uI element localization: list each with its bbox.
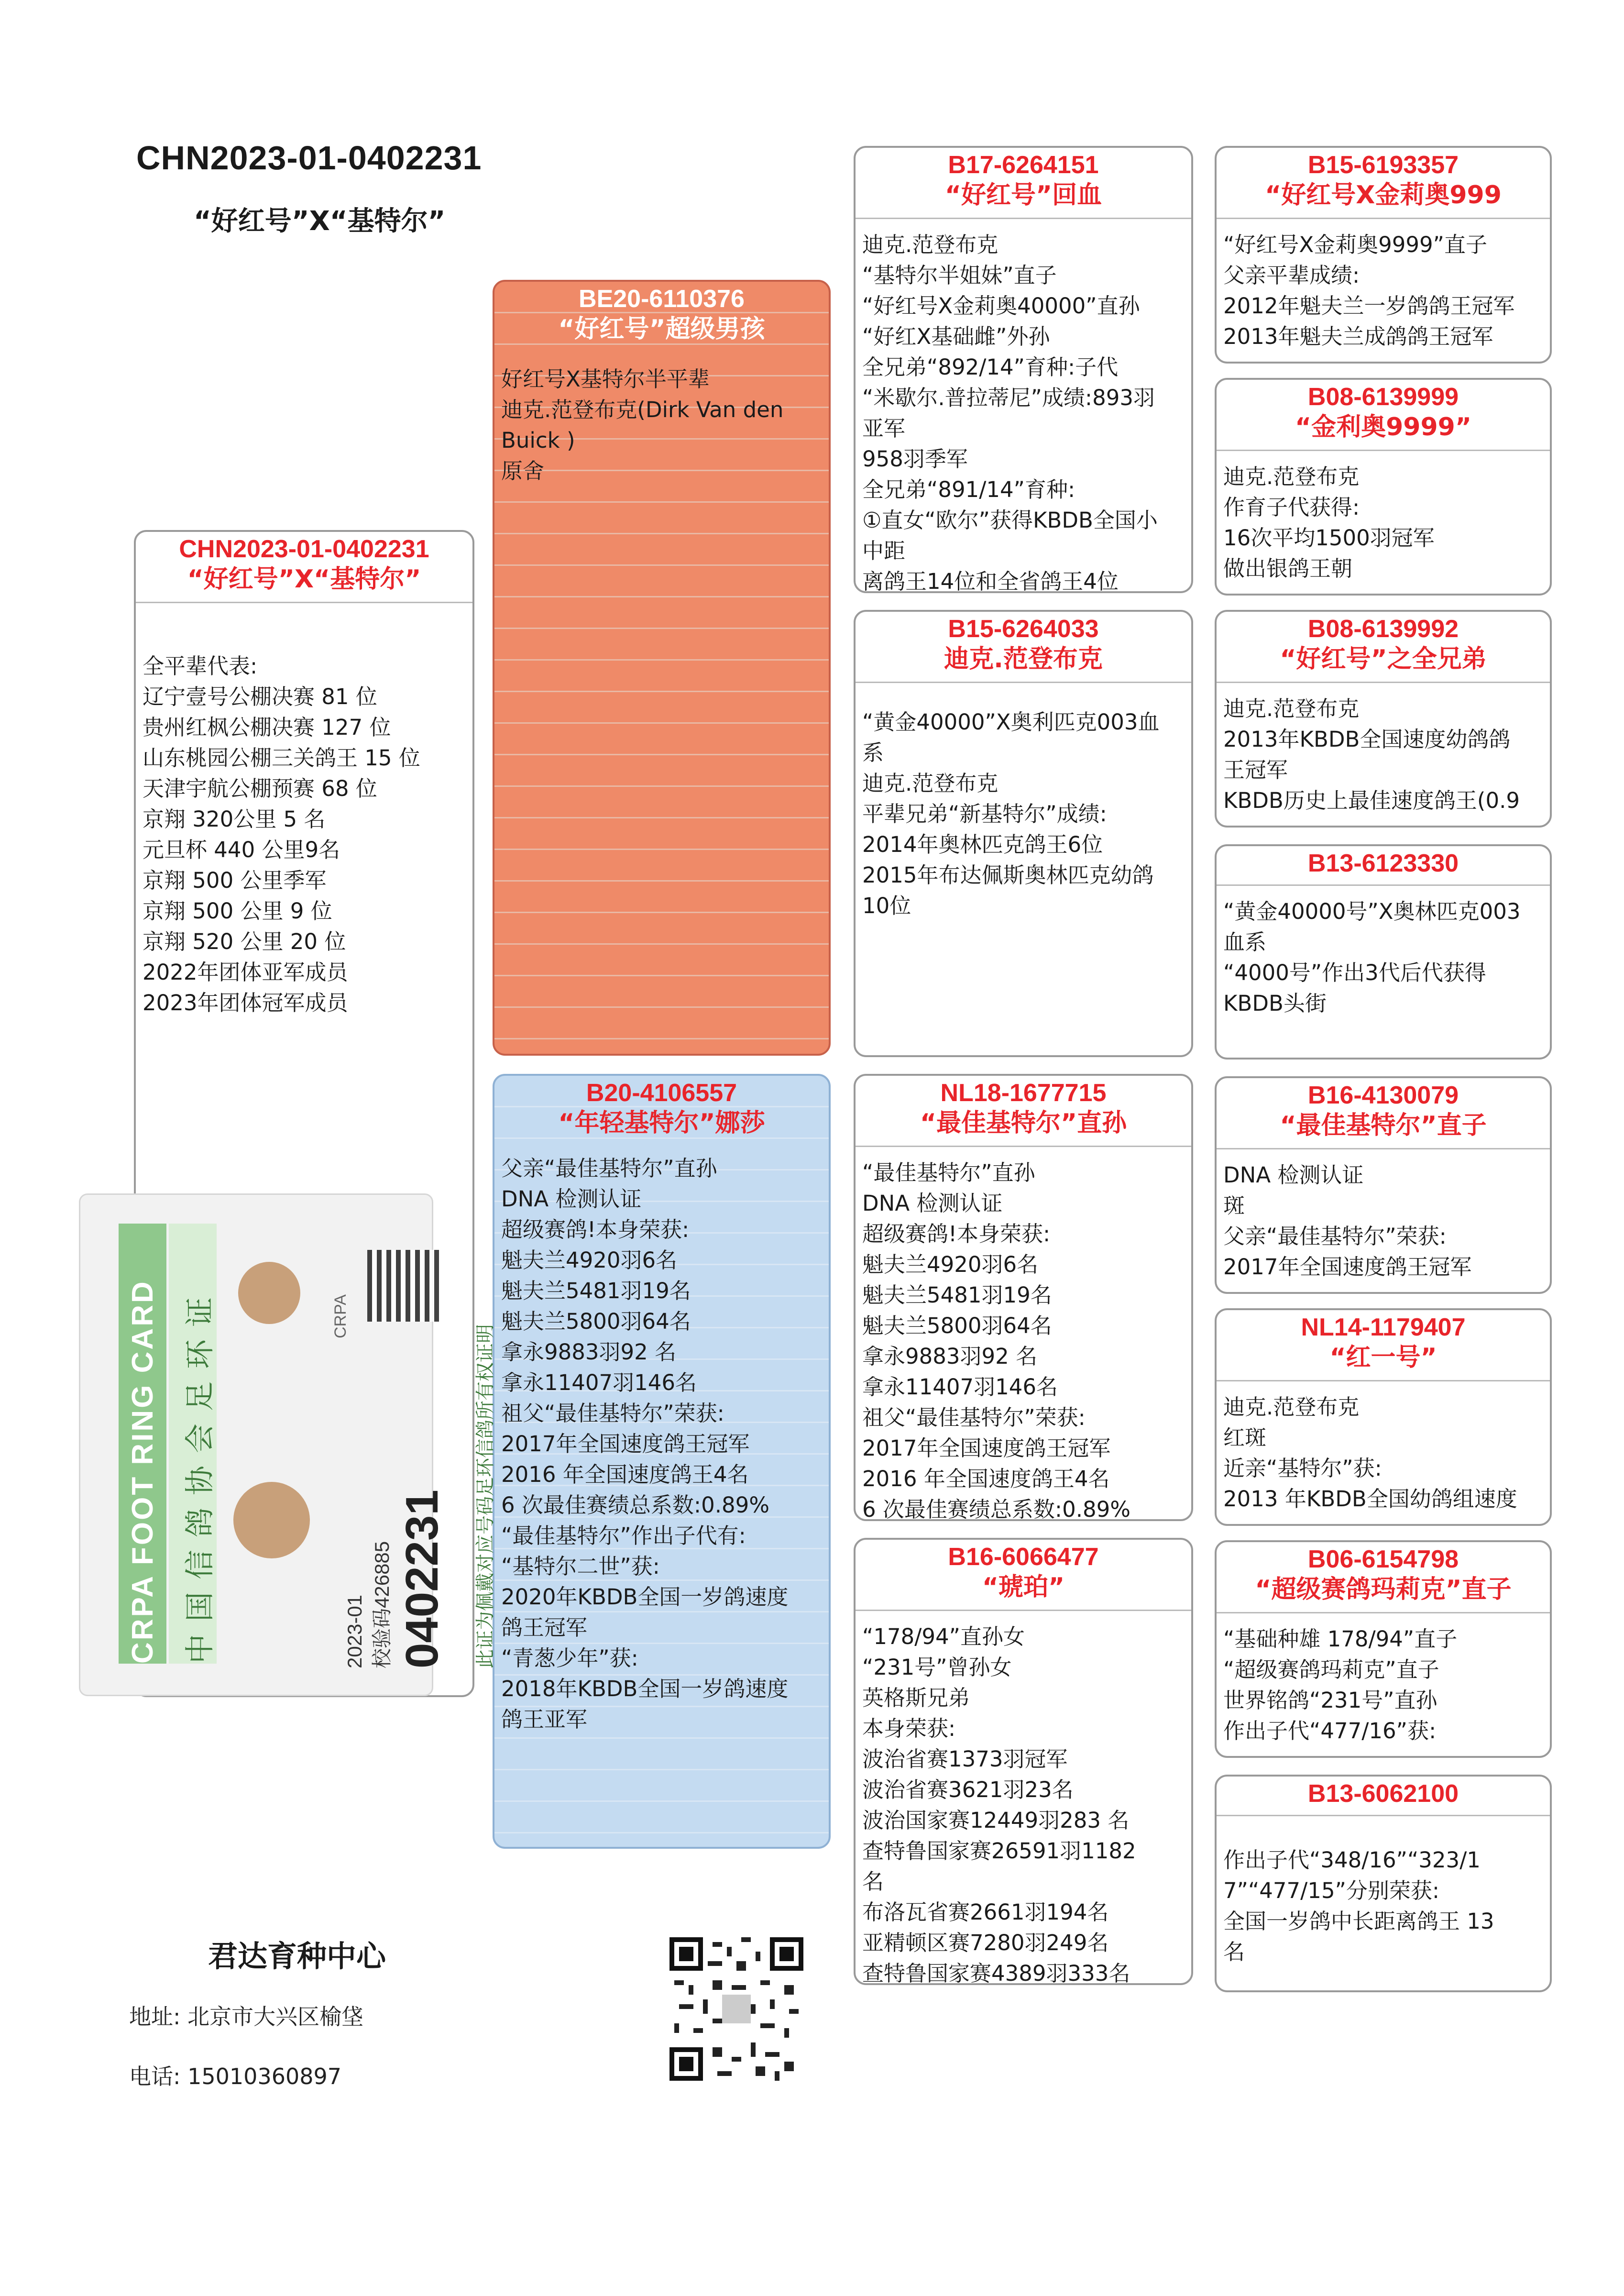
text-line: 16次平均1500羽冠军: [1223, 525, 1435, 551]
qr-code-icon: [669, 1937, 803, 2081]
text-line: 魁夫兰5800羽64名: [862, 1313, 1052, 1338]
box-body: [1217, 683, 1550, 816]
box-body: [1217, 886, 1550, 1019]
address: 地址: 北京市大兴区榆垡: [129, 2004, 364, 2030]
text-line: 2023年团体冠军成员: [143, 990, 348, 1016]
subject-name: “好红号”X“基特尔”: [187, 565, 421, 594]
text-line: 迪克.范登布克: [1223, 696, 1360, 721]
text-line: 6 次最佳赛绩总系数:0.89%: [862, 1497, 1131, 1521]
text-line: 布洛瓦省赛2661羽194名: [862, 1899, 1109, 1925]
card-title-en: CRPA FOOT RING CARD: [126, 1280, 159, 1664]
text-line: 京翔 320公里 5 名: [143, 806, 326, 832]
text-line: 元旦杯 440 公里9名: [143, 837, 340, 862]
ggp-5-box: [1215, 1076, 1552, 1294]
text-line: 魁夫兰4920羽6名: [501, 1247, 678, 1273]
text-line: 2017年全国速度鸽王冠军: [862, 1435, 1111, 1461]
text-line: 拿永11407羽146名: [862, 1374, 1058, 1400]
text-line: 10位: [862, 893, 911, 918]
box-body: [856, 1611, 1191, 1985]
text-line: 做出银鸽王朝: [1223, 556, 1353, 581]
text-line: “178/94”直孙女: [862, 1624, 1025, 1649]
text-line: 亚军: [862, 416, 906, 441]
box-name: “好红号”回血: [944, 181, 1102, 210]
text-line: 原舍: [501, 458, 545, 484]
box-body: [1217, 1381, 1550, 1514]
text-line: 6 次最佳赛绩总系数:0.89%: [501, 1492, 770, 1518]
text-line: 迪克.范登布克: [862, 771, 999, 796]
text-line: 父亲“最佳基特尔”直孙: [501, 1156, 717, 1181]
text-line: 2022年团体亚军成员: [143, 960, 348, 985]
text-line: 2013年KBDB全国速度幼鸽鸽: [1223, 727, 1511, 752]
text-line: 全国一岁鸽中长距离鸽王 13: [1223, 1909, 1494, 1934]
text-line: 英格斯兄弟: [862, 1685, 970, 1711]
text-line: 京翔 500 公里 9 位: [143, 898, 332, 924]
text-line: 京翔 500 公里季军: [143, 868, 327, 893]
text-line: 2020年KBDB全国一岁鸽速度: [501, 1584, 789, 1610]
box-name: “好红号X金莉奥999: [1265, 181, 1502, 210]
text-line: Buick ): [501, 428, 575, 453]
box-ring: B17-6264151: [948, 151, 1099, 179]
ggp-7-box: [1215, 1540, 1552, 1758]
text-line: 全兄弟“891/14”育种:: [862, 477, 1075, 502]
card-verify-code: 校验码426885: [371, 1541, 393, 1668]
text-line: KBDB历史上最佳速度鸽王(0.9: [1223, 788, 1520, 813]
text-line: 本身荣获:: [862, 1716, 956, 1741]
text-line: 2012年魁夫兰一岁鸽鸽王冠军: [1223, 293, 1515, 319]
sire-box: [493, 280, 831, 1056]
text-line: “好红号X金莉奥9999”直子: [1223, 232, 1487, 257]
text-line: 波治国家赛12449羽283 名: [862, 1808, 1130, 1833]
text-line: 查特鲁国家赛26591羽1182: [862, 1838, 1136, 1864]
ggp-8-box: [1215, 1775, 1552, 1992]
box-ring: B13-6123330: [1307, 850, 1459, 877]
text-line: 查特鲁国家赛4389羽333名: [862, 1961, 1130, 1985]
text-line: 红斑: [1223, 1425, 1267, 1450]
text-line: 2015年布达佩斯奥林匹克幼鸽: [862, 862, 1154, 888]
text-line: 2013年魁夫兰成鸽鸽王冠军: [1223, 324, 1493, 349]
text-line: “4000号”作出3代后代获得: [1223, 960, 1486, 985]
box-ring: NL14-1179407: [1301, 1314, 1466, 1341]
text-line: 超级赛鸽!本身荣获:: [501, 1217, 690, 1242]
text-line: 2016 年全国速度鸽王4名: [501, 1462, 749, 1487]
sire-body: [494, 345, 829, 486]
box-name: “最佳基特尔”直孙: [920, 1109, 1127, 1137]
text-line: 2017年全国速度鸽王冠军: [1223, 1254, 1472, 1280]
text-line: 魁夫兰5481羽19名: [501, 1278, 691, 1303]
text-line: 名: [862, 1869, 884, 1894]
text-line: 祖父“最佳基特尔”荣获:: [862, 1405, 1086, 1430]
box-body: [856, 683, 1191, 921]
text-line: 中距: [862, 538, 906, 563]
text-line: “最佳基特尔”作出子代有:: [501, 1523, 746, 1548]
text-line: 2018年KBDB全国一岁鸽速度: [501, 1676, 789, 1701]
text-line: 山东桃园公棚三关鸽王 15 位: [143, 745, 420, 771]
ggp-4-box: [1215, 844, 1552, 1060]
box-body: [1217, 1613, 1550, 1746]
text-line: 名: [1223, 1939, 1245, 1965]
text-line: “好红号X金莉奥40000”直孙: [862, 293, 1140, 319]
text-line: 王冠军: [1223, 757, 1288, 783]
dam-body: [494, 1139, 829, 1735]
text-line: DNA 检测认证: [501, 1186, 642, 1212]
text-line: DNA 检测认证: [862, 1191, 1003, 1216]
box-body: [1217, 1816, 1550, 1967]
text-line: 父亲“最佳基特尔”荣获:: [1223, 1224, 1447, 1249]
text-line: DNA 检测认证: [1223, 1162, 1364, 1188]
card-title-cn: 中国信鸽协会足环证: [182, 1284, 217, 1664]
text-line: 作出子代“477/16”获:: [1223, 1718, 1437, 1744]
box-ring: B13-6062100: [1307, 1780, 1459, 1808]
box-name: “红一号”: [1329, 1343, 1437, 1372]
subject-body: [136, 603, 472, 1018]
text-line: 拿永9883羽92 名: [862, 1344, 1038, 1369]
box-ring: B08-6139992: [1307, 615, 1459, 643]
card-year-code: 2023-01: [343, 1594, 366, 1668]
pedigree-ring-number: CHN2023-01-0402231: [136, 139, 482, 177]
text-line: 迪克.范登布克: [862, 232, 999, 257]
ggp-3-box: [1215, 610, 1552, 828]
grandsire-paternal-box: [854, 146, 1193, 593]
box-name: “金利奥9999”: [1295, 413, 1472, 442]
card-qr-icon: [367, 1250, 439, 1322]
text-line: 父亲平辈成绩:: [1223, 263, 1360, 288]
text-line: 波治省赛1373羽冠军: [862, 1746, 1068, 1772]
text-line: 魁夫兰5800羽64名: [501, 1309, 691, 1334]
text-line: “黄金40000号”X奥林匹克003: [1223, 899, 1521, 924]
text-line: 迪克.范登布克: [1223, 464, 1360, 489]
box-body: [856, 1147, 1191, 1521]
box-body: [1217, 1149, 1550, 1282]
text-line: 辽宁壹号公棚决赛 81 位: [143, 684, 377, 709]
text-line: “基特尔半姐妹”直子: [862, 263, 1057, 288]
text-line: 鸽王亚军: [501, 1707, 588, 1732]
globe-stamp-icon: [233, 1482, 310, 1558]
text-line: 958羽季军: [862, 446, 968, 472]
text-line: 京翔 520 公里 20 位: [143, 929, 346, 954]
text-line: 迪克.范登布克(Dirk Van den: [501, 397, 784, 422]
text-line: 世界铭鸽“231号”直孙: [1223, 1688, 1437, 1713]
sire-name: “好红号”超级男孩: [558, 315, 765, 343]
breeding-center-name: 君达育种中心: [208, 1939, 386, 1974]
phone: 电话: 15010360897: [129, 2064, 342, 2089]
dam-ring: B20-4106557: [586, 1079, 737, 1107]
box-ring: B15-6264033: [948, 615, 1099, 643]
text-line: “231号”曾孙女: [862, 1655, 1012, 1680]
box-body: [856, 219, 1191, 593]
box-ring: B06-6154798: [1307, 1545, 1459, 1573]
box-ring: B16-4130079: [1307, 1082, 1459, 1109]
box-name: 迪克.范登布克: [944, 645, 1103, 673]
text-line: 2013 年KBDB全国幼鸽组速度: [1223, 1486, 1517, 1512]
text-line: “最佳基特尔”直孙: [862, 1160, 1035, 1185]
sire-ring: BE20-6110376: [579, 285, 745, 313]
logo-stamp-icon: [238, 1262, 300, 1324]
text-line: 鸽王冠军: [501, 1615, 588, 1640]
text-line: 亚精顿区赛7280羽249名: [862, 1930, 1109, 1955]
text-line: 魁夫兰5481羽19名: [862, 1282, 1052, 1308]
text-line: 迪克.范登布克: [1223, 1394, 1360, 1420]
text-line: “青葱少年”获:: [501, 1645, 638, 1671]
text-line: 2016 年全国速度鸽王4名: [862, 1466, 1110, 1491]
text-line: 全平辈代表:: [143, 653, 258, 679]
text-line: 贵州红枫公棚决赛 127 位: [143, 715, 391, 740]
text-line: “基础种雄 178/94”直子: [1223, 1626, 1458, 1652]
ggp-1-box: [1215, 146, 1552, 364]
text-line: 作出子代“348/16”“323/1: [1223, 1847, 1481, 1873]
dam-name: “年轻基特尔”娜莎: [558, 1109, 765, 1137]
box-ring: B16-6066477: [948, 1543, 1099, 1571]
card-crpa: CRPA: [331, 1294, 350, 1338]
text-line: 全兄弟“892/14”育种:子代: [862, 354, 1119, 380]
text-line: 好红号X基特尔半平辈: [501, 366, 710, 392]
text-line: 魁夫兰4920羽6名: [862, 1252, 1039, 1277]
text-line: “基特尔二世”获:: [501, 1554, 660, 1579]
text-line: 斑: [1223, 1193, 1245, 1218]
granddam-maternal-box: [854, 1538, 1193, 1985]
text-line: 2017年全国速度鸽王冠军: [501, 1431, 750, 1457]
text-line: 作育子代获得:: [1223, 495, 1360, 520]
text-line: “超级赛鸽玛莉克”直子: [1223, 1657, 1439, 1682]
text-line: 天津宇航公棚预赛 68 位: [143, 776, 377, 801]
granddam-paternal-box: [854, 610, 1193, 1057]
ggp-6-box: [1215, 1308, 1552, 1526]
box-name: “好红号”之全兄弟: [1280, 645, 1487, 673]
box-name: “超级赛鸽玛莉克”直子: [1255, 1575, 1512, 1604]
card-ring-number: 0402231: [396, 1490, 448, 1668]
text-line: 拿永9883羽92 名: [501, 1339, 677, 1365]
text-line: 拿永11407羽146名: [501, 1370, 697, 1395]
box-name: “琥珀”: [982, 1573, 1065, 1601]
dam-box: [493, 1074, 831, 1849]
text-line: 系: [862, 740, 884, 765]
box-ring: B15-6193357: [1307, 151, 1459, 179]
text-line: 2014年奥林匹克鸽王6位: [862, 832, 1103, 857]
ggp-2-box: [1215, 378, 1552, 596]
text-line: 祖父“最佳基特尔”荣获:: [501, 1401, 724, 1426]
box-ring: NL18-1677715: [940, 1079, 1107, 1107]
text-line: ①直女“欧尔”获得KBDB全国小: [862, 508, 1158, 533]
text-line: 7”“477/15”分别荣获:: [1223, 1878, 1440, 1903]
subject-ring: CHN2023-01-0402231: [179, 535, 429, 563]
box-name: “最佳基特尔”直子: [1280, 1111, 1487, 1140]
foot-ring-card: [79, 1193, 496, 1696]
pedigree-pairing: “好红号”X“基特尔”: [194, 206, 446, 237]
card-note: 此证为佩戴对应号码足环信鸽所有权证明: [474, 1324, 496, 1668]
text-line: 血系: [1223, 929, 1267, 955]
text-line: “黄金40000”X奥利匹克003血: [862, 709, 1160, 735]
text-line: 平辈兄弟“新基特尔”成绩:: [862, 801, 1107, 827]
text-line: KBDB头街: [1223, 991, 1327, 1016]
box-body: [1217, 219, 1550, 352]
box-ring: B08-6139999: [1307, 383, 1459, 411]
text-line: 离鸽王14位和全省鸽王4位: [862, 569, 1119, 593]
text-line: 近亲“基特尔”获:: [1223, 1456, 1382, 1481]
text-line: 超级赛鸽!本身荣获:: [862, 1221, 1051, 1247]
text-line: 波治省赛3621羽23名: [862, 1777, 1074, 1802]
text-line: “米歇尔.普拉蒂尼”成绩:893羽: [862, 385, 1155, 410]
box-body: [1217, 451, 1550, 584]
grandsire-maternal-box: [854, 1074, 1193, 1521]
text-line: “好红X基础雌”外孙: [862, 324, 1050, 349]
